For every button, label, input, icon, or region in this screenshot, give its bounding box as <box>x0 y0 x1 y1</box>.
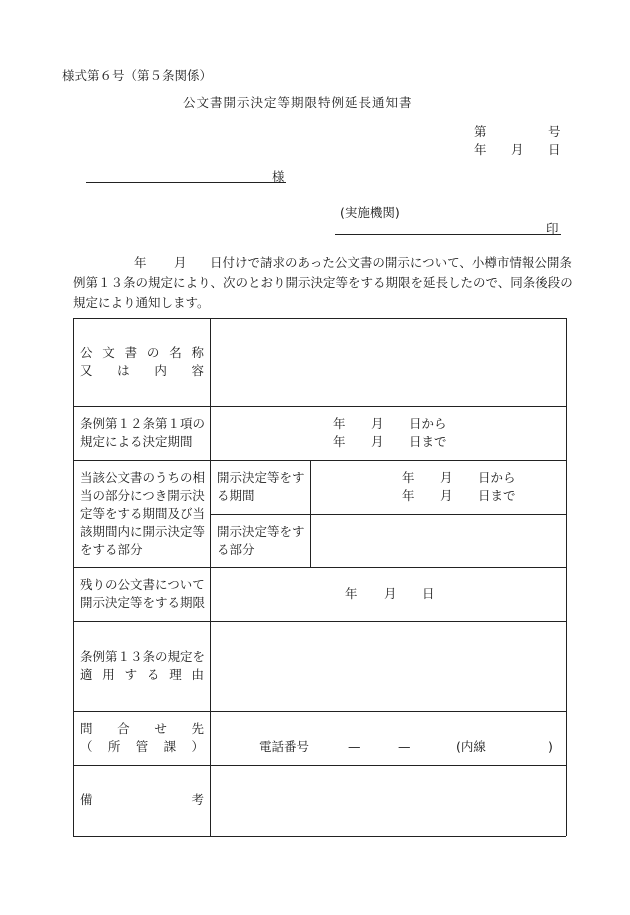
row3-label-line3: 定等をする期間及び当 <box>80 506 206 521</box>
extension-close: ) <box>548 739 553 754</box>
row1-label-line2: 又 は 内 容 <box>80 363 204 378</box>
row-divider-5 <box>73 711 566 712</box>
row3-label-line2: 当の部分につき開示決 <box>80 488 205 503</box>
row2-from-hi: 日から <box>409 416 447 431</box>
row3-sub1-to-tsuki: 月 <box>440 488 453 503</box>
row3-sub1-label-line2: る期間 <box>217 488 255 503</box>
row-divider-1 <box>73 406 566 407</box>
row4-label-line1: 残りの公文書について <box>80 577 205 592</box>
row3-sub1-to-hi: 日まで <box>478 488 516 503</box>
addressee-suffix: 様 <box>272 169 285 184</box>
body-line-1: 日付けで請求のあった公文書の開示について、小樽市情報公開条 <box>210 255 572 270</box>
row-divider-6 <box>73 765 566 766</box>
row3-label-line5: をする部分 <box>80 542 143 557</box>
row6-label-line1: 問 合 せ 先 <box>80 721 204 736</box>
row-divider-3 <box>73 567 566 568</box>
row3-label-line4: 該期間内に開示決定等 <box>80 524 206 539</box>
row4-tsuki: 月 <box>384 586 397 601</box>
date-tsuki: 月 <box>511 142 524 157</box>
row4-hi: 日 <box>422 586 435 601</box>
agency-label: (実施機関) <box>340 205 400 220</box>
row1-label-line1: 公 文 書 の 名 称 <box>80 345 204 360</box>
table-border-bottom <box>73 836 566 837</box>
row7-label: 備 考 <box>80 792 204 807</box>
date-hi: 日 <box>548 142 561 157</box>
doc-number-go: 号 <box>548 124 561 139</box>
body-line-2: 例第１３条の規定により、次のとおり開示決定等をする期限を延長したので、同条後段の <box>73 275 573 290</box>
document-title: 公文書開示決定等期限特例延長通知書 <box>183 95 413 110</box>
row3-sub1-label-line1: 開示決定等をす <box>217 470 305 485</box>
row4-nen: 年 <box>345 586 358 601</box>
row2-from-nen: 年 <box>333 416 346 431</box>
row5-label-line1: 条例第１３条の規定を <box>80 649 206 664</box>
row3-sub1-from-hi: 日から <box>478 470 516 485</box>
row3-sub-divider <box>210 514 566 515</box>
row2-from-tsuki: 月 <box>371 416 384 431</box>
body-line-3: 規定により通知します。 <box>73 295 210 310</box>
row5-label-line2: 適 用 す る 理 由 <box>80 667 204 682</box>
seal-mark: 印 <box>546 221 559 236</box>
extension-open: (内線 <box>456 739 486 754</box>
row3-sub1-to-nen: 年 <box>402 488 415 503</box>
row2-to-nen: 年 <box>333 434 346 449</box>
addressee-line <box>86 182 286 183</box>
table-border-right <box>566 318 567 836</box>
phone-dash-2: — <box>398 739 411 754</box>
row2-label-line1: 条例第１２条第１項の <box>80 416 206 431</box>
label-column-divider <box>210 318 211 836</box>
row2-to-hi: 日まで <box>409 434 447 449</box>
phone-label: 電話番号 <box>259 739 310 754</box>
body-tsuki: 月 <box>174 255 187 270</box>
form-label: 様式第６号（第５条関係） <box>62 68 213 83</box>
row2-to-tsuki: 月 <box>371 434 384 449</box>
body-nen: 年 <box>134 255 147 270</box>
row2-label-line2: 規定による決定期間 <box>80 434 193 449</box>
table-border-left <box>73 318 74 836</box>
row6-label-line2: （ 所 管 課 ） <box>80 739 204 754</box>
row3-sub2-label-line1: 開示決定等をす <box>217 524 305 539</box>
row3-label-line1: 当該公文書のうちの相 <box>80 470 206 485</box>
agency-line <box>335 234 561 235</box>
date-nen: 年 <box>474 142 487 157</box>
row3-sub2-label-line2: る部分 <box>217 542 255 557</box>
doc-number-dai: 第 <box>474 124 487 139</box>
row4-label-line2: 開示決定等をする期限 <box>80 595 206 610</box>
row-divider-2 <box>73 460 566 461</box>
row3-sub1-from-tsuki: 月 <box>440 470 453 485</box>
table-border-top <box>73 318 566 319</box>
row3-sub1-from-nen: 年 <box>402 470 415 485</box>
phone-dash-1: — <box>348 739 361 754</box>
row-divider-4 <box>73 621 566 622</box>
